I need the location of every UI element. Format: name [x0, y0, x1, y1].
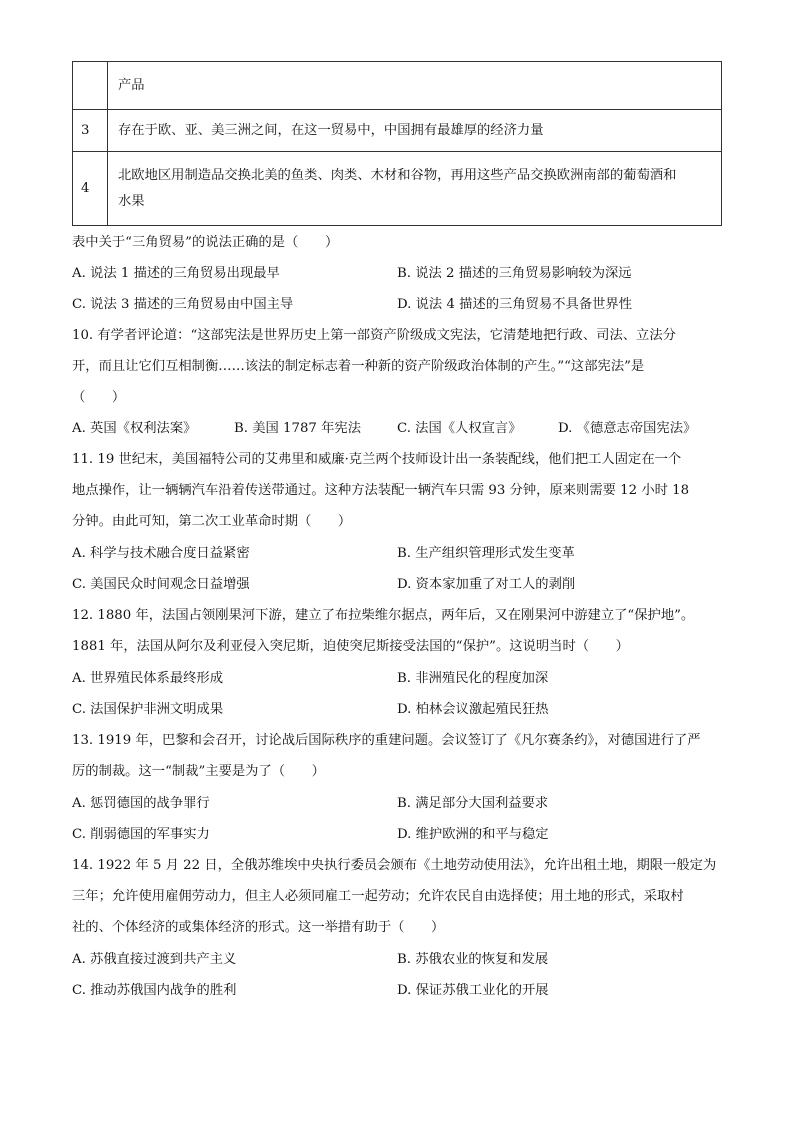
- table-cell-line: 北欧地区用制造品交换北美的鱼类、肉类、木材和谷物，再用这些产品交换欧洲南部的葡萄酒和: [118, 167, 677, 183]
- question-10-option-d[interactable]: D. 《德意志帝国宪法》: [558, 421, 697, 436]
- question-12-option-d[interactable]: D. 柏林会议激起殖民狂热: [397, 702, 549, 717]
- table-row: [73, 62, 722, 110]
- question-9-option-a[interactable]: A. 说法 1 描述的三角贸易出现最早: [72, 266, 280, 281]
- question-14-option-d[interactable]: D. 保证苏俄工业化的开展: [397, 983, 549, 998]
- question-11-stem-line: 11. 19 世纪末，美国福特公司的艾弗里和威廉·克兰两个技师设计出一条装配线，他们把工人固定在一个: [72, 452, 682, 467]
- question-9-option-b[interactable]: B. 说法 2 描述的三角贸易影响较为深远: [397, 266, 632, 281]
- question-9-option-d[interactable]: D. 说法 4 描述的三角贸易不具备世界性: [397, 297, 633, 312]
- question-14-option-a[interactable]: A. 苏俄直接过渡到共产主义: [72, 952, 237, 967]
- table-cell-line: 水果: [118, 193, 145, 209]
- question-12-stem-line: 1881 年，法国从阿尔及利亚侵入突尼斯，迫使突尼斯接受法国的“保护”。这说明当时（ ）: [72, 639, 629, 654]
- question-14-stem-line: 三年；允许使用雇佣劳动力，但主人必须同雇工一起劳动；允许农民自由选择使；用土地的形式，采取村: [72, 889, 684, 904]
- question-13-option-d[interactable]: D. 维护欧洲的和平与稳定: [397, 827, 549, 842]
- question-9-option-c[interactable]: C. 说法 3 描述的三角贸易由中国主导: [72, 297, 294, 312]
- question-10-stem-line: 10. 有学者评论道：“这部宪法是世界历史上第一部资产阶级成文宪法，它清楚地把行政、司法、立法分: [72, 328, 676, 343]
- question-14-stem-line: 社的、个体经济的或集体经济的形式。这一举措有助于（ ）: [72, 920, 445, 935]
- question-13-option-a[interactable]: A. 惩罚德国的战争罪行: [72, 796, 210, 811]
- table-cell-number: 4: [73, 152, 108, 226]
- question-10-option-b[interactable]: B. 美国 1787 年宪法: [234, 421, 362, 436]
- question-12-stem-line: 12. 1880 年，法国占领刚果河下游，建立了布拉柴维尔据点，两年后，又在刚果河中游建立了“保护地”。: [72, 608, 695, 623]
- question-14-stem-line: 14. 1922 年 5 月 22 日，全俄苏维埃中央执行委员会颁布《土地劳动使用法》，允许出租土地，期限一般定为: [72, 858, 717, 873]
- question-10-option-c[interactable]: C. 法国《人权宣言》: [397, 421, 522, 436]
- question-10-stem-line: （ ）: [72, 390, 126, 405]
- table-cell-text: 存在于欧、亚、美三洲之间，在这一贸易中，中国拥有最雄厚的经济力量: [108, 110, 722, 152]
- question-9-stem: 表中关于“三角贸易”的说法正确的是（ ）: [72, 235, 339, 250]
- table-cell-number: [73, 62, 108, 110]
- table-row: [73, 152, 722, 226]
- table-cell-text: 产品: [108, 62, 722, 110]
- table-cell-text: [108, 152, 722, 226]
- table-cell-number: 3: [73, 110, 108, 152]
- triangle-trade-table: [72, 61, 722, 226]
- table-row: [73, 110, 722, 152]
- question-10-stem-line: 开，而且让它们互相制衡……该法的制定标志着一种新的资产阶级政治体制的产生。”“这部宪法”是: [72, 359, 645, 374]
- question-13-option-c[interactable]: C. 削弱德国的军事实力: [72, 827, 210, 842]
- question-11-option-b[interactable]: B. 生产组织管理形式发生变革: [397, 546, 575, 561]
- question-10-option-a[interactable]: A. 英国《权利法案》: [72, 421, 197, 436]
- question-14-option-c[interactable]: C. 推动苏俄国内战争的胜利: [72, 983, 237, 998]
- question-14-option-b[interactable]: B. 苏俄农业的恢复和发展: [397, 952, 549, 967]
- question-12-option-c[interactable]: C. 法国保护非洲文明成果: [72, 702, 224, 717]
- question-13-option-b[interactable]: B. 满足部分大国利益要求: [397, 796, 549, 811]
- question-12-option-a[interactable]: A. 世界殖民体系最终形成: [72, 671, 224, 686]
- question-11-option-d[interactable]: D. 资本家加重了对工人的剥削: [397, 577, 576, 592]
- question-11-stem-line: 分钟。由此可知，第二次工业革命时期（ ）: [72, 514, 352, 529]
- question-11-stem-line: 地点操作，让一辆辆汽车沿着传送带通过。这种方法装配一辆汽车只需 93 分钟，原来则需要 12 小时 18: [72, 483, 690, 498]
- question-11-option-a[interactable]: A. 科学与技术融合度日益紧密: [72, 546, 250, 561]
- question-13-stem-line: 13. 1919 年，巴黎和会召开，讨论战后国际秩序的重建问题。会议签订了《凡尔赛条约》，对德国进行了严: [72, 733, 701, 748]
- question-13-stem-line: 厉的制裁。这一“制裁”主要是为了（ ）: [72, 764, 325, 779]
- question-12-option-b[interactable]: B. 非洲殖民化的程度加深: [397, 671, 549, 686]
- question-11-option-c[interactable]: C. 美国民众时间观念日益增强: [72, 577, 250, 592]
